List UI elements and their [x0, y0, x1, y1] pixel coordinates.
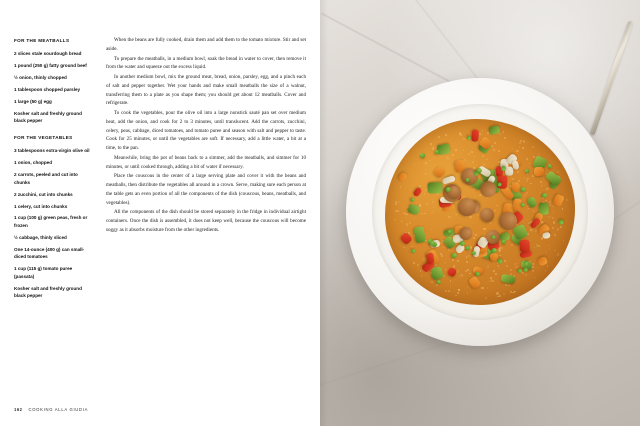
couscous-grain — [420, 270, 421, 271]
couscous-grain — [489, 281, 491, 283]
carrot-piece — [468, 275, 482, 290]
couscous-grain — [401, 220, 403, 222]
couscous-grain — [475, 234, 477, 236]
left-page-columns — [14, 30, 306, 380]
gutter-shadow — [320, 0, 328, 426]
couscous-grain — [562, 208, 564, 210]
couscous-grain — [455, 295, 457, 297]
couscous-grain — [522, 147, 524, 149]
couscous-grain — [438, 136, 440, 138]
couscous-grain — [425, 162, 427, 164]
couscous-grain — [540, 192, 542, 194]
couscous-grain — [444, 262, 446, 264]
couscous-grain — [395, 210, 397, 212]
green-pea — [497, 258, 503, 264]
couscous-grain — [467, 287, 468, 288]
pepper-piece — [399, 232, 413, 246]
couscous-grain — [417, 264, 419, 266]
couscous-grain — [448, 290, 450, 292]
couscous-grain — [523, 178, 525, 180]
couscous-grain — [403, 246, 405, 248]
folio — [14, 407, 88, 412]
ingredient-item: One 14-ounce (400 g) can small-diced tomatoes — [14, 246, 85, 260]
couscous-grain — [413, 164, 414, 165]
pepper-piece — [471, 130, 479, 143]
couscous-grain — [443, 247, 444, 248]
couscous-grain — [425, 210, 427, 212]
couscous-grain — [478, 236, 479, 237]
couscous-grain — [532, 175, 534, 177]
couscous-grain — [431, 281, 433, 283]
couscous-grain — [472, 161, 473, 162]
couscous-grain — [467, 292, 468, 293]
pepper-piece — [520, 239, 530, 252]
couscous-grain — [468, 255, 470, 257]
couscous-grain — [447, 157, 449, 159]
couscous-grain — [458, 289, 460, 291]
couscous-grain — [533, 211, 535, 213]
couscous-grain — [460, 134, 462, 136]
couscous-grain — [432, 147, 434, 149]
couscous-grain — [455, 149, 457, 151]
couscous-grain — [517, 171, 519, 173]
ingredient-item: 1 pound (250 g) fatty ground beef — [14, 62, 87, 68]
ingredient-item: Kosher salt and freshly ground black pepper — [14, 285, 82, 298]
couscous-grain — [471, 151, 473, 153]
couscous-grain — [538, 245, 540, 247]
ingredient-item: Kosher salt and freshly ground black pepper — [14, 110, 82, 124]
couscous-grain — [418, 162, 419, 163]
couscous-grain — [473, 237, 475, 239]
couscous-grain — [566, 199, 568, 201]
serving-plate — [346, 78, 614, 346]
ingredients-column — [14, 30, 92, 380]
couscous-grain — [457, 260, 459, 262]
ingredient-item: 1 cup (100 g) green peas, fresh or frozen — [14, 215, 88, 228]
plate-inner-well — [372, 104, 588, 320]
couscous-grain — [499, 158, 500, 159]
couscous-grain — [512, 178, 513, 179]
couscous-grain — [452, 259, 454, 261]
couscous-grain — [466, 256, 468, 258]
couscous-grain — [526, 179, 528, 181]
couscous-grain — [532, 231, 533, 232]
green-pea — [523, 260, 528, 265]
couscous-grain — [504, 260, 506, 262]
couscous-grain — [450, 216, 451, 217]
couscous-grain — [527, 173, 528, 174]
method-paragraph: All the components of the dish should be stored separately in the fridge in individual airtight containers. Once the dish is assembled, it does not keep well, because the couscous will become soggy as it absorbs moisture from the other ingredients. — [106, 209, 306, 233]
couscous-grain — [505, 284, 507, 286]
green-pea — [542, 193, 547, 198]
couscous-grain — [557, 253, 559, 255]
couscous-grain — [541, 185, 543, 187]
couscous-grain — [455, 214, 456, 215]
green-pea — [436, 279, 441, 284]
green-pea — [465, 245, 470, 250]
couscous-grain — [435, 264, 437, 266]
ingredient-item: ½ onion, thinly chopped — [14, 74, 67, 80]
couscous-grain — [450, 286, 451, 287]
couscous-grain — [566, 206, 567, 207]
method-paragraph: In another medium bowl, mix the ground meat, bread, onion, parsley, egg, and a pinch each of salt and pepper together. Wet your hands and make small meatballs the size of a walnut, transferring them to a plate as you shape them; you should get about 12 meatballs. Cover and refrigerate. — [106, 74, 306, 107]
couscous-grain — [465, 270, 467, 272]
couscous-grain — [489, 222, 491, 224]
couscous-grain — [400, 186, 401, 187]
ingredient-item: 2 zucchini, cut into chunks — [14, 191, 73, 197]
couscous-grain — [479, 194, 481, 196]
couscous-grain — [526, 209, 528, 211]
pepper-piece — [413, 186, 423, 197]
couscous-grain — [506, 265, 508, 267]
zucchini-piece — [414, 226, 426, 243]
couscous-grain — [406, 214, 407, 215]
couscous-grain — [511, 244, 512, 245]
couscous-grain — [499, 255, 501, 257]
couscous-grain — [514, 291, 515, 292]
couscous-grain — [477, 214, 479, 216]
green-pea — [525, 169, 529, 173]
couscous-grain — [557, 171, 559, 173]
couscous-grain — [430, 229, 431, 230]
couscous-grain — [413, 262, 415, 264]
couscous-grain — [553, 211, 554, 212]
ingredient-item: 1 onion, chopped — [14, 160, 53, 166]
couscous-grain — [524, 194, 526, 196]
couscous-grain — [549, 216, 551, 218]
couscous-grain — [420, 197, 422, 199]
couscous-grain — [485, 297, 487, 299]
couscous-grain — [406, 223, 408, 225]
couscous-grain — [489, 264, 490, 265]
couscous-grain — [494, 210, 495, 211]
couscous-grain — [541, 238, 543, 240]
couscous-grain — [394, 219, 396, 221]
carrot-piece — [397, 172, 408, 183]
couscous-grain — [437, 193, 438, 194]
couscous-grain — [470, 290, 472, 292]
ingredient-item: 2 carrots, peeled and cut into chunks — [14, 172, 78, 185]
couscous-grain — [403, 244, 405, 246]
method-paragraph: To cook the vegetables, pour the olive oil into a large nonstick sauté pan set over medium heat, add the onion, and cook for 2 to 3 minutes, until translucent. Add the carrots, zucchini, celery, peas, cabbage, diced tomatoes, and tomato puree and season with salt and pepper to taste. Cook for 25 minutes, or until the vegetables are soft. If necessary, add a little water, a bit at a time, to the pan. — [106, 110, 306, 151]
couscous-grain — [483, 163, 485, 165]
green-pea — [420, 153, 425, 158]
couscous-grain — [534, 277, 536, 279]
couscous-grain — [557, 228, 559, 230]
carrot-piece — [534, 167, 544, 176]
couscous-grain — [445, 290, 447, 292]
couscous-grain — [481, 287, 483, 289]
couscous-grain — [523, 140, 525, 142]
couscous-grain — [526, 158, 527, 159]
couscous-grain — [552, 217, 554, 219]
zucchini-piece — [407, 204, 420, 216]
couscous-grain — [445, 134, 447, 136]
right-page — [320, 0, 640, 426]
green-pea — [452, 253, 458, 259]
couscous-grain — [532, 270, 534, 272]
couscous-grain — [463, 138, 465, 140]
ingredient-item: 1 cup (115 g) tomato puree (passata) — [14, 266, 73, 279]
couscous-grain — [398, 210, 399, 211]
couscous-grain — [473, 289, 474, 290]
couscous-grain — [552, 206, 553, 207]
couscous-grain — [545, 251, 546, 252]
couscous-grain — [457, 292, 459, 294]
ingredient-item: 3 tablespoons extra-virgin olive oil — [14, 148, 90, 154]
meatball — [498, 211, 517, 230]
couscous-grain — [517, 263, 518, 264]
couscous-grain — [443, 275, 445, 277]
green-pea — [547, 164, 552, 169]
couscous-grain — [560, 226, 562, 228]
green-pea — [501, 165, 506, 170]
couscous-grain — [430, 143, 432, 145]
green-pea — [520, 186, 525, 191]
couscous-grain — [409, 222, 411, 224]
couscous-grain — [423, 258, 424, 259]
couscous-grain — [421, 275, 422, 276]
couscous-grain — [473, 189, 474, 190]
folio-number: 162 — [14, 407, 23, 412]
ingredient-item: 1 large (50 g) egg — [14, 98, 52, 104]
couscous-grain — [487, 266, 489, 268]
couscous-grain — [432, 201, 434, 203]
carrot-piece — [552, 194, 565, 208]
folio-title: COOKING ALLA GIUDIA — [28, 407, 89, 412]
couscous-grain — [531, 266, 533, 268]
couscous-grain — [515, 266, 517, 268]
couscous-grain — [424, 213, 425, 214]
couscous-grain — [496, 205, 497, 206]
couscous-grain — [466, 261, 468, 263]
couscous-grain — [545, 270, 546, 271]
pepper-piece — [447, 267, 457, 278]
couscous-grain — [526, 203, 527, 204]
couscous-grain — [468, 153, 469, 154]
couscous-grain — [448, 216, 450, 218]
green-pea — [476, 271, 480, 275]
green-pea — [410, 249, 415, 254]
couscous-grain — [430, 160, 431, 161]
couscous-grain — [425, 173, 427, 175]
couscous-grain — [526, 192, 528, 194]
couscous-grain — [424, 193, 425, 194]
couscous-grain — [530, 183, 532, 185]
couscous-grain — [549, 204, 551, 206]
couscous-grain — [495, 273, 496, 274]
couscous-grain — [499, 133, 501, 135]
zucchini-piece — [436, 143, 451, 155]
ingredient-item: ½ cabbage, thinly sliced — [14, 234, 67, 240]
couscous-grain — [436, 284, 437, 285]
couscous-grain — [395, 201, 396, 202]
couscous-grain — [499, 268, 500, 269]
couscous-grain — [519, 142, 521, 144]
pepper-piece — [426, 253, 434, 265]
carrot-piece — [432, 165, 446, 179]
couscous-grain — [541, 223, 543, 225]
couscous-grain — [452, 154, 454, 156]
couscous-grain — [499, 295, 501, 297]
couscous-grain — [498, 150, 500, 152]
couscous-grain — [441, 255, 443, 257]
couscous-grain — [508, 285, 509, 286]
couscous-grain — [493, 149, 494, 150]
couscous-grain — [462, 276, 464, 278]
couscous-grain — [526, 142, 527, 143]
couscous-grain — [395, 203, 397, 205]
couscous-grain — [456, 270, 458, 272]
couscous-grain — [532, 146, 534, 148]
couscous-grain — [547, 265, 548, 266]
method-paragraph: To prepare the meatballs, in a medium bowl, soak the bread in water to cover, then remove it from the water and squeeze out the excess liquid. — [106, 55, 306, 71]
method-paragraph: When the beans are fully cooked, drain them and add them to the tomato mixture. Stir and set aside. — [106, 37, 306, 52]
couscous-grain — [494, 142, 496, 144]
green-pea — [410, 198, 415, 203]
couscous-grain — [554, 234, 556, 236]
couscous-grain — [493, 270, 494, 271]
couscous-grain — [463, 150, 464, 151]
couscous-grain — [425, 189, 427, 191]
food-photograph — [320, 0, 640, 426]
couscous-grain — [429, 180, 430, 181]
couscous-grain — [554, 250, 555, 251]
couscous-grain — [492, 280, 494, 282]
couscous-grain — [398, 201, 400, 203]
couscous-grain — [553, 221, 555, 223]
method-paragraph: Meanwhile, bring the pot of beans back to a simmer, add the meatballs, and simmer for 10 minutes, or until cooked through, adding a bit of water if necessary. — [106, 154, 306, 170]
ingredients-heading-meatballs: FOR THE MEATBALLS — [14, 38, 70, 43]
couscous-grain — [482, 130, 483, 131]
couscous-grain — [510, 269, 512, 271]
couscous-grain — [469, 273, 471, 275]
serving-spoon-handle — [590, 20, 634, 135]
couscous-grain — [479, 133, 481, 135]
couscous-grain — [426, 203, 428, 205]
couscous-grain — [499, 250, 500, 251]
couscous-grain — [552, 227, 554, 229]
couscous-grain — [528, 208, 529, 209]
couscous-grain — [535, 230, 536, 231]
couscous-grain — [534, 247, 535, 248]
couscous-grain — [549, 248, 550, 249]
couscous-grain — [487, 287, 489, 289]
couscous-grain — [421, 213, 423, 215]
couscous-grain — [503, 293, 505, 295]
couscous-grain — [469, 216, 471, 218]
couscous-grain — [516, 150, 518, 152]
couscous-grain — [434, 158, 436, 160]
couscous-grain — [512, 148, 513, 149]
couscous-grain — [474, 156, 476, 158]
cabbage-piece — [542, 232, 551, 239]
couscous-grain — [482, 155, 484, 157]
couscous-grain — [503, 131, 505, 133]
zucchini-piece — [431, 266, 444, 280]
couscous-grain — [548, 188, 549, 189]
couscous-grain — [467, 269, 469, 271]
couscous-grain — [475, 196, 476, 197]
couscous-grain — [540, 181, 542, 183]
couscous-bed — [385, 119, 575, 305]
couscous-grain — [532, 209, 533, 210]
ingredients-heading-vegetables: FOR THE VEGETABLES — [14, 135, 73, 141]
ingredient-item: 1 celery, cut into chunks — [14, 203, 68, 209]
couscous-grain — [419, 185, 421, 187]
ingredient-item: 2 slices stale sourdough bread — [14, 50, 82, 56]
ingredient-item: 1 tablespoon chopped parsley — [14, 86, 81, 92]
couscous-grain — [450, 280, 451, 281]
green-pea — [559, 219, 565, 225]
couscous-grain — [470, 246, 472, 248]
couscous-grain — [549, 201, 551, 203]
green-pea — [491, 248, 496, 253]
couscous-grain — [432, 211, 434, 213]
couscous-grain — [529, 163, 530, 164]
method-column — [106, 30, 306, 380]
couscous-grain — [486, 159, 487, 160]
green-pea — [520, 203, 524, 207]
couscous-grain — [411, 246, 413, 248]
couscous-grain — [483, 228, 485, 230]
couscous-grain — [519, 146, 521, 148]
couscous-grain — [563, 240, 564, 241]
couscous-grain — [548, 245, 550, 247]
zucchini-piece — [428, 182, 443, 194]
couscous-grain — [525, 274, 526, 275]
couscous-grain — [433, 207, 434, 208]
couscous-grain — [496, 292, 498, 294]
method-paragraph: Place the couscous in the center of a large serving plate and cover it with the beans and meatballs, then distribute the vegetables all around in a crown. Serve, making sure each person at the table gets an even portion of all the components of the dish (couscous, beans, meatballs, and vegetables). — [106, 173, 306, 206]
couscous-grain — [504, 137, 506, 139]
